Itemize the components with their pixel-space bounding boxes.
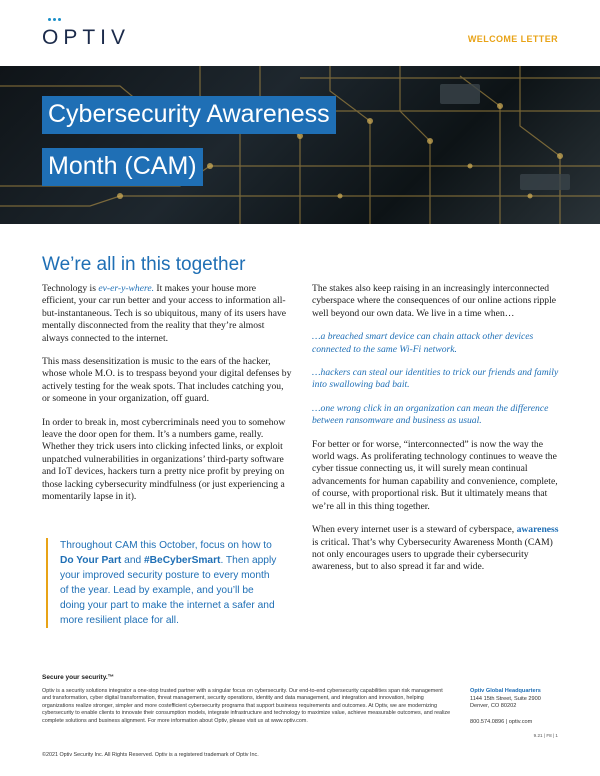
hq-address-line-2: Denver, CO 80202 — [470, 703, 517, 710]
hero-title-line-1: Cybersecurity Awareness — [42, 96, 336, 134]
callout-do-your-part: Do Your Part — [60, 555, 122, 566]
emphasis-awareness: awareness — [516, 524, 559, 536]
callout-text-3: . Then apply your improved security posture to every month of the year. Lead by example, and you’ll be doing your part to make the internet a safer and more resilient place for all. — [60, 555, 277, 626]
right-column — [312, 283, 564, 585]
callout-box — [46, 538, 278, 628]
copyright-notice: ©2021 Optiv Security Inc. All Rights Reserved. Optiv is a registered trademark of Optiv Inc. — [42, 752, 259, 758]
footer-about-text: Optiv is a security solutions integrator a one-stop trusted partner with a singular focus on cybersecurity. Our end-to-end cybersecurity capabilities span risk management and transformation, cyber digital transformation, threat management, security operations, identity and data management, and integration and innovation, helping organizations realize stronger, simpler and more costefficient cybersecurity programs that support business requirements and outcomes. At Optiv, we are modernizing cybersecurity to enable clients to innovate their consumption models, integrate infrastructure and technology to maximize value, achieve measurable outcomes, and realize complete solutions and business alignment. For more information about Optiv, please visit us at www.optiv.com. — [42, 688, 451, 724]
logo-text: OPTIV — [42, 26, 131, 49]
left-paragraph-1 — [42, 283, 292, 345]
text-lead: Technology is — [42, 283, 99, 294]
hero-banner — [0, 66, 600, 224]
section-subtitle: We’re all in this together — [42, 254, 246, 275]
right-paragraph-2: For better or for worse, “interconnected” is now the way the world wags. As proliferating technology continues to weave the cyber tissue connecting us, it will surely mean continual advancements for human capability and convenience, complete, of course, with proportional risk. But it ultimately means that we’re all in this thing together. — [312, 438, 558, 512]
hq-contact: 800.574.0896 | optiv.com — [470, 718, 533, 725]
optiv-logo — [42, 24, 162, 54]
text-rest: It makes your house more efficient, your car run better and your access to information all-but-instantaneous. Tech is so ubiquitous, many of its users have mentally disconnected from the reality that they’re almost always connected to the internet. — [42, 283, 287, 344]
emphasis-everywhere: ev-er-y-where. — [98, 283, 155, 294]
callout-hashtag: #BeCyberSmart — [144, 555, 221, 566]
left-column — [42, 283, 292, 515]
circuit-board-background — [0, 66, 600, 224]
headquarters-info — [470, 688, 541, 726]
callout-text-2: and — [121, 555, 144, 566]
hq-address-line-1: 1144 15th Street, Suite 2900 — [470, 695, 541, 702]
footer-tagline: Secure your security.™ — [42, 674, 115, 681]
quote-identity-theft: …hackers can steal our identities to trick our friends and family into swallowing bad bait. — [312, 367, 559, 391]
logo-dots-icon — [48, 18, 62, 22]
right-paragraph-1: The stakes also keep raising in an increasingly interconnected cyberspace where the consequences of our online actions ripple well beyond our own data. We live in a time when… — [312, 283, 557, 319]
quote-ransomware: …one wrong click in an organization can mean the difference between ransomware and business as usual. — [312, 402, 549, 427]
document-code: 9.21 | F8 | 1 — [533, 733, 558, 738]
document-type-label: WELCOME LETTER — [467, 34, 558, 44]
hq-title: Optiv Global Headquarters — [470, 688, 541, 694]
text-rest: is critical. That’s why Cybersecurity Awareness Month (CAM) not only encourages users to upgrade their cybersecurity awareness, but to also spread it far and wide. — [312, 536, 553, 573]
left-paragraph-3: In order to break in, most cybercriminals need you to somehow leave the door open for them. It’s a numbers game, really. Whether they trick users into clicking infected links, or exploit unpatched vulnerabilities in organizations’ third-party software and IoT devices, hackers turn a pretty nice profit by preying on those lacking cybersecurity mindfulness (or just experiencing a momentarily lapse in it). — [42, 416, 286, 503]
callout-text-1: Throughout CAM this October, focus on how to — [60, 540, 272, 551]
left-paragraph-2: This mass desensitization is music to the ears of the hacker, whose whole M.O. is to trespass beyond your digital defenses by actively testing for the weak spots. That includes catching you, or someone in your organization, off guard. — [42, 356, 292, 405]
hero-title-line-2: Month (CAM) — [42, 148, 203, 186]
page-header — [0, 0, 600, 66]
right-paragraph-3 — [312, 524, 564, 574]
text-lead: When every internet user is a steward of cyberspace, — [312, 524, 517, 536]
quote-smart-device: …a breached smart device can chain attack other devices connected to the same Wi-Fi network. — [312, 331, 534, 355]
